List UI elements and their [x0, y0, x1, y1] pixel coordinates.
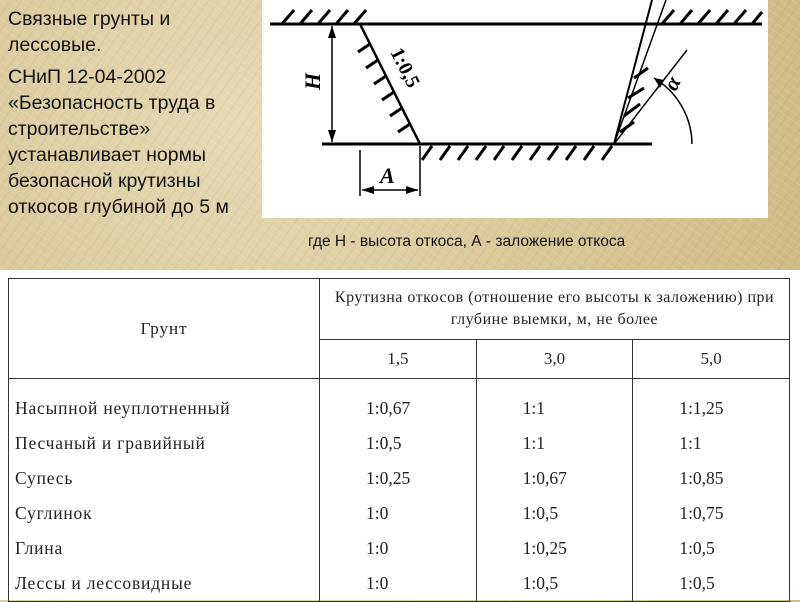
slope-value: 1:0,5 — [522, 573, 559, 593]
height-arrow-top — [328, 26, 336, 38]
table-body-row — [9, 379, 790, 602]
height-arrow-bottom — [328, 130, 336, 142]
slope-diagram-panel — [262, 0, 768, 218]
soil-column — [9, 379, 320, 602]
slope-value: 1:1,25 — [679, 398, 724, 418]
slope-ratio-label: 1:0,5 — [385, 44, 425, 92]
angle-label: α — [657, 72, 686, 95]
slope-value: 1:0,5 — [366, 433, 402, 453]
slope-value: 1:0,5 — [522, 503, 559, 523]
soil-name: Глина — [15, 538, 64, 558]
slope-value: 1:0,85 — [679, 468, 724, 488]
right-slope-hatching — [620, 68, 648, 132]
slope-value: 1:0,25 — [366, 468, 411, 488]
slope-value: 1:1 — [522, 398, 546, 418]
soil-name: Суглинок — [15, 503, 93, 523]
slope-norms-table — [8, 278, 790, 602]
slope-value: 1:1 — [522, 433, 546, 453]
slope-value: 1:0,5 — [679, 538, 715, 558]
table-panel — [0, 270, 800, 600]
soil-name: Песчаный и гравийный — [15, 433, 206, 453]
setback-label: A — [380, 163, 395, 188]
intro-heading: Связные грунты и лессовые. — [8, 8, 171, 56]
diagram-caption: где Н - высота откоса, А - заложение откоса — [308, 233, 626, 250]
soil-name: Лессы и лессовидные — [15, 573, 193, 593]
depth-1-column — [320, 379, 477, 602]
slope-value: 1:0,5 — [679, 573, 715, 593]
slope-value: 1:0 — [366, 503, 389, 523]
setback-arrow-right — [406, 186, 418, 194]
depth-3-column — [633, 379, 790, 602]
intro-body: СНиП 12-04-2002 «Безопасность труда в строительстве» устанавливает нормы безопасной крутизны откосов глубиной до 5 м — [8, 66, 229, 218]
slope-value: 1:0,67 — [366, 398, 411, 418]
slope-value: 1:0 — [366, 538, 389, 558]
table-header-row — [9, 279, 790, 340]
slope-diagram — [262, 0, 768, 218]
header-steepness: Крутизна откосов (отношение его высоты к заложению) при глубине выемки, м, не более — [320, 279, 790, 340]
soil-name: Насыпной неуплотненный — [15, 398, 231, 418]
bottom-hatching — [422, 146, 612, 160]
soil-name: Супесь — [15, 468, 74, 488]
slope-value: 1:1 — [679, 433, 702, 453]
header-depth-3: 5,0 — [633, 340, 790, 379]
header-soil: Грунт — [9, 279, 320, 379]
height-label: H — [300, 72, 325, 90]
slope-value: 1:0,67 — [522, 468, 567, 488]
header-depth-1: 1,5 — [320, 340, 477, 379]
slope-value: 1:0,75 — [679, 503, 724, 523]
slope-value: 1:0 — [366, 573, 389, 593]
intro-text — [8, 6, 258, 226]
setback-arrow-left — [362, 186, 374, 194]
header-depth-2: 3,0 — [476, 340, 633, 379]
depth-2-column — [476, 379, 633, 602]
slope-value: 1:0,25 — [522, 538, 567, 558]
surface-hatching — [282, 10, 762, 24]
